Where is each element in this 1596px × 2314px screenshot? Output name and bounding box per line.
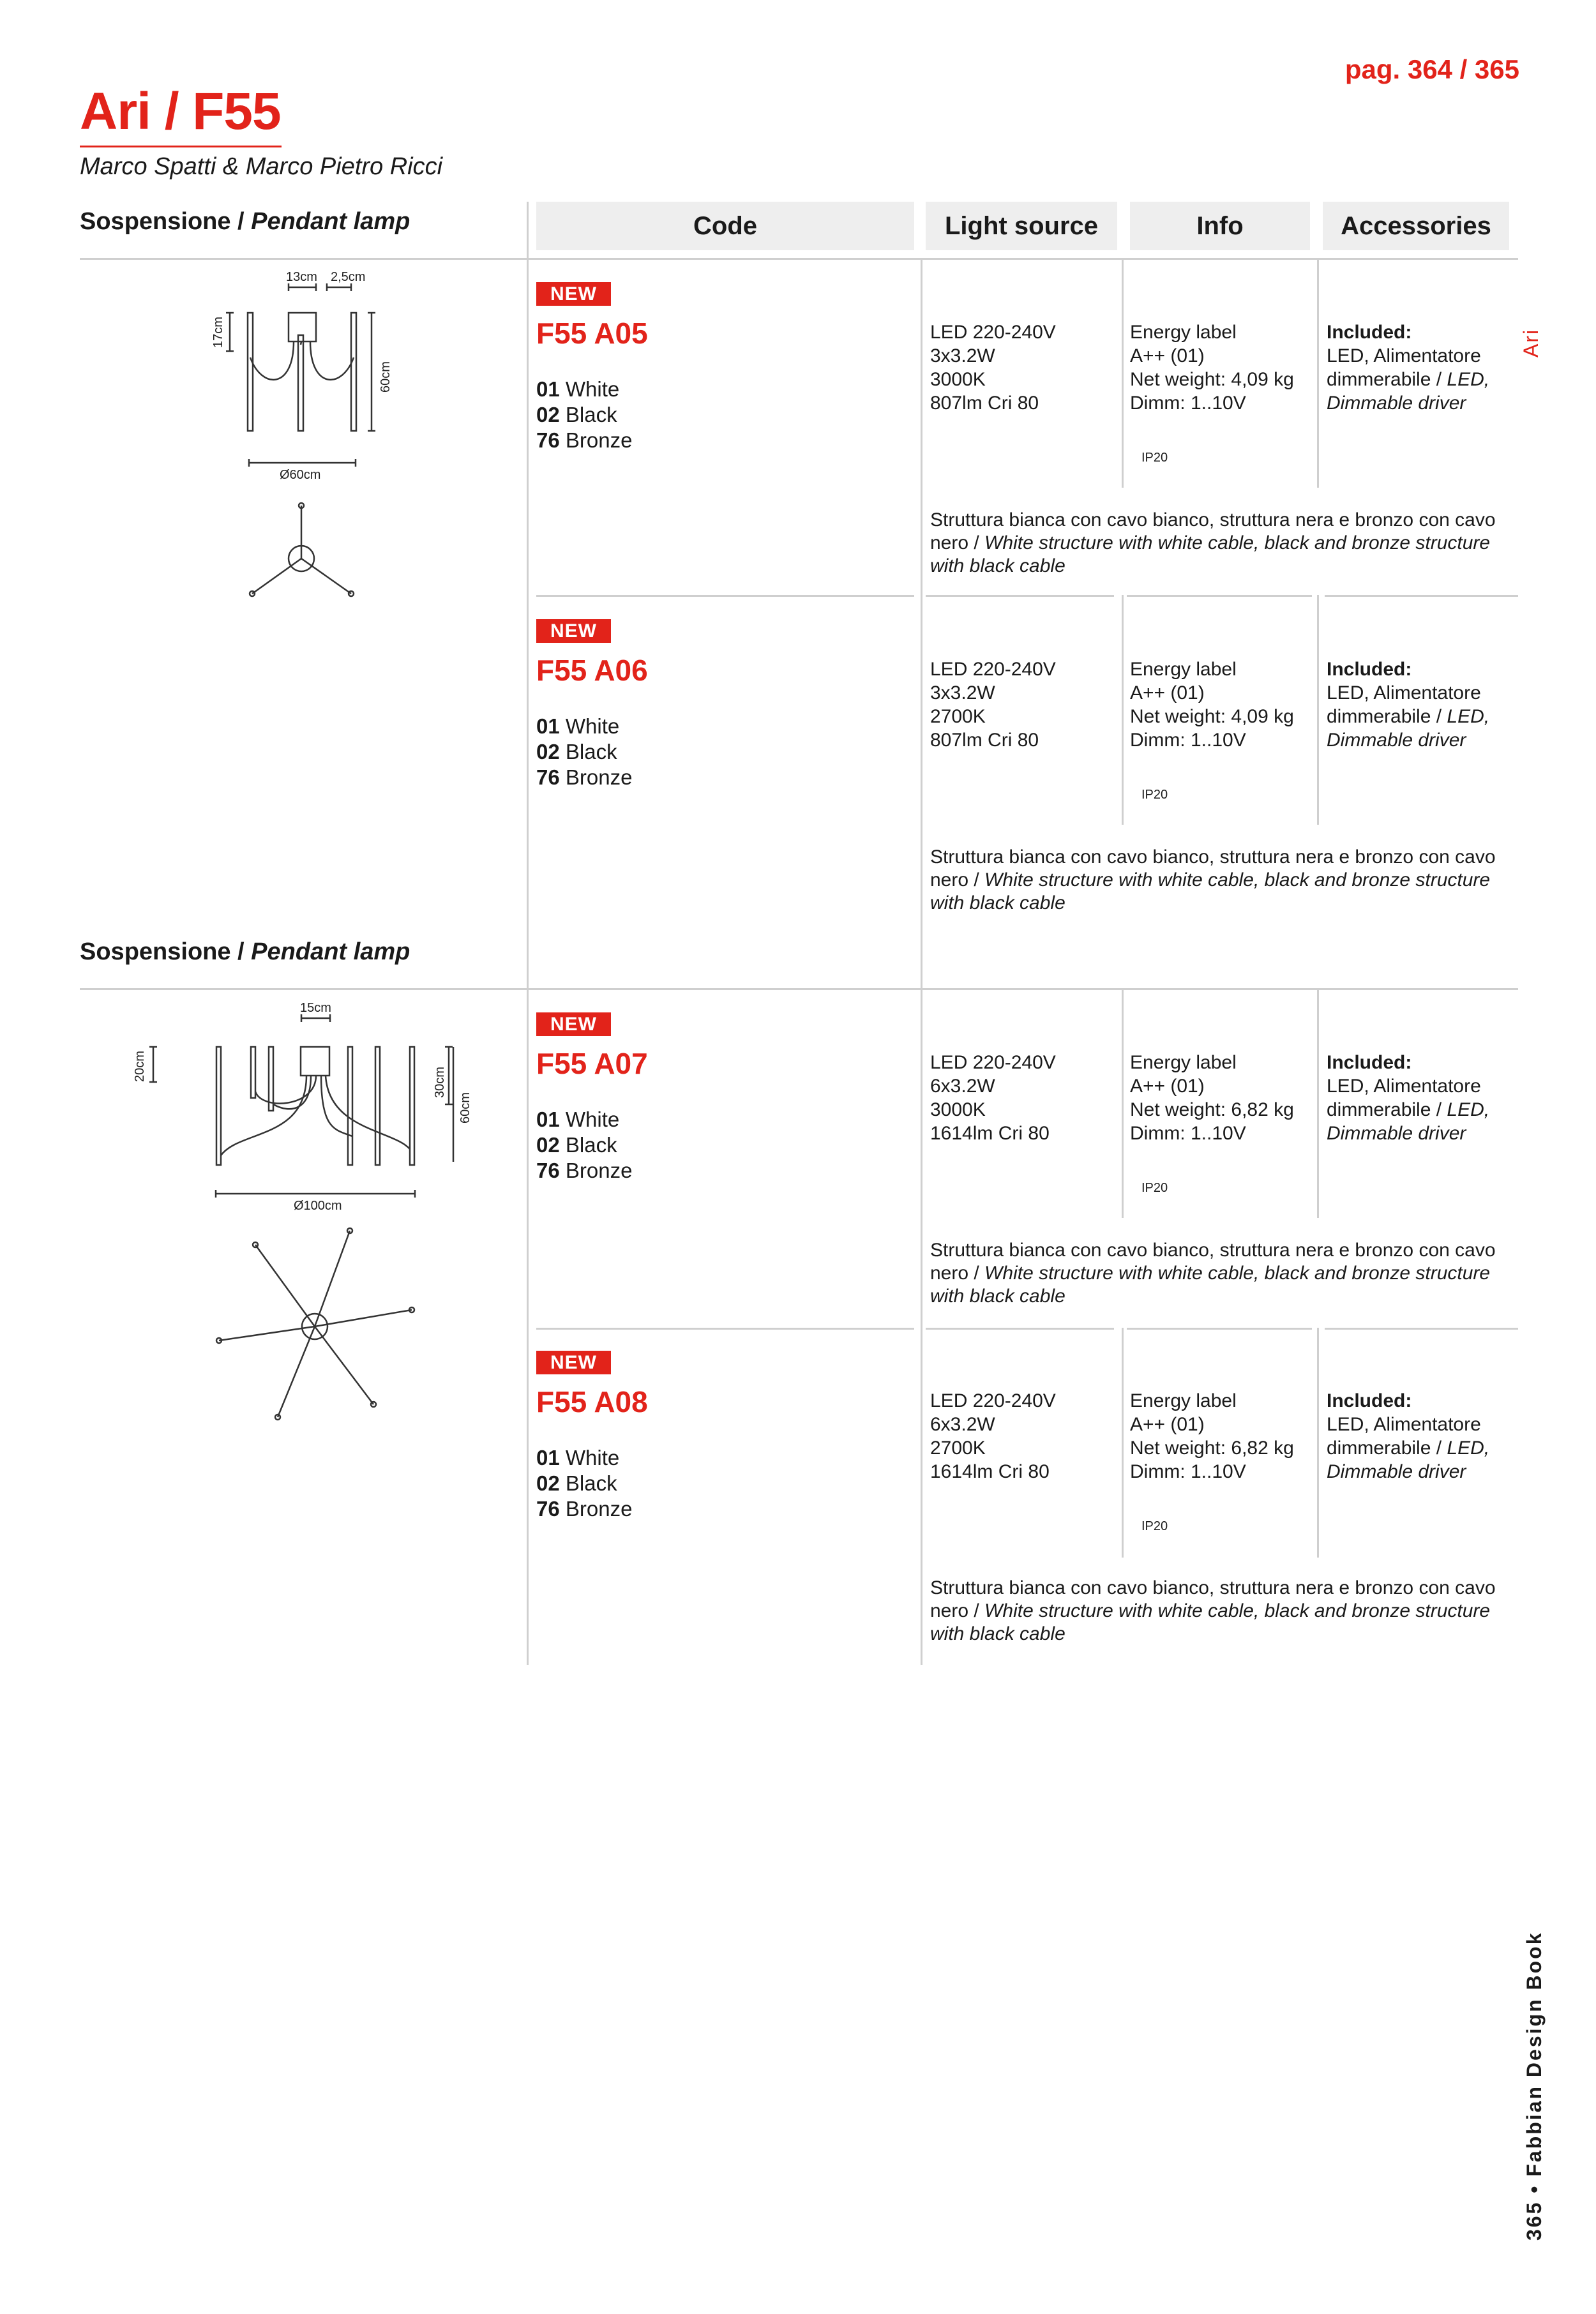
finish-item: 76 Bronze: [536, 428, 633, 452]
product-row: [536, 1352, 611, 1374]
accessories-cell: Included: LED, Alimentatore dimmerabile / LED, Dimmable driver: [1327, 1390, 1490, 1482]
finish-list: [536, 714, 632, 790]
finish-item: 02 Black: [536, 1471, 617, 1495]
col-div: [1317, 595, 1319, 825]
product-description: Struttura bianca con cavo bianco, struttura nera e bronzo con cavo nero / White structure with white cable, black and bronze structure with black cable: [930, 509, 1496, 576]
title-underline: [80, 146, 282, 147]
light-source-cell: LED 220-240V 3x3.2W 2700K 807lm Cri 80: [930, 659, 1056, 751]
product-code: F55 A07: [536, 1047, 648, 1080]
side-tab-label: Ari: [1519, 328, 1542, 357]
dim-label: Ø60cm: [280, 468, 321, 482]
new-badge: NEW: [536, 619, 611, 643]
column-divider-left: [527, 202, 529, 1025]
product-row: [536, 1014, 611, 1035]
header-divider: [80, 258, 1518, 260]
section-title-2: [80, 938, 410, 966]
accessories-cell: Included: LED, Alimentatore dimmerabile / LED, Dimmable driver: [1327, 659, 1490, 751]
finish-item: 01 White: [536, 377, 620, 401]
col-div: [1122, 1328, 1124, 1558]
ip-rating: IP20: [1141, 451, 1168, 465]
column-header-info: Info: [1130, 202, 1310, 250]
light-source-cell: LED 220-240V 3x3.2W 3000K 807lm Cri 80: [930, 322, 1056, 414]
col-div: [1317, 258, 1319, 488]
dim-label: Ø100cm: [294, 1199, 342, 1213]
row-divider: [1127, 1328, 1312, 1330]
finish-item: 01 White: [536, 1108, 620, 1131]
finish-list: [536, 377, 632, 453]
product-code: F55 A08: [536, 1385, 648, 1418]
accessories-cell: Included: LED, Alimentatore dimmerabile / LED, Dimmable driver: [1327, 1052, 1490, 1144]
column-divider-left-2: [527, 988, 529, 1665]
finish-item: 02 Black: [536, 740, 617, 763]
page-reference: pag. 364 / 365: [1344, 54, 1519, 84]
new-badge: NEW: [536, 1351, 611, 1374]
column-header-code: Code: [536, 202, 914, 250]
dim-label: 60cm: [458, 1092, 472, 1123]
dim-label: 20cm: [133, 1051, 147, 1082]
section-label-en: Pendant lamp: [251, 208, 410, 235]
finish-item: 01 White: [536, 714, 620, 738]
section-label-it: Sospensione /: [80, 938, 252, 965]
row-divider: [536, 595, 914, 597]
side-tab: [1519, 328, 1558, 396]
finish-item: 76 Bronze: [536, 1159, 633, 1182]
technical-drawing-3-light: [192, 268, 434, 613]
section-divider: [80, 988, 1518, 990]
finish-item: 76 Bronze: [536, 765, 633, 789]
row-divider: [536, 1328, 914, 1330]
info-cell: Energy label A++ (01) Net weight: 4,09 kg Dimm: 1..10V: [1130, 659, 1294, 751]
designer-name: Marco Spatti & Marco Pietro Ricci: [80, 153, 443, 180]
light-source-cell: LED 220-240V 6x3.2W 3000K 1614lm Cri 80: [930, 1052, 1056, 1144]
new-badge: NEW: [536, 1012, 611, 1036]
column-header-light-source: Light source: [926, 202, 1117, 250]
row-divider: [1325, 1328, 1518, 1330]
finish-item: 76 Bronze: [536, 1497, 633, 1521]
ip-rating: IP20: [1141, 788, 1168, 802]
product-row: [536, 283, 611, 305]
col-div: [1122, 988, 1124, 1218]
product-description: Struttura bianca con cavo bianco, struttura nera e bronzo con cavo nero / White structure with white cable, black and bronze structure with black cable: [930, 846, 1496, 913]
page-title: Ari / F55: [80, 82, 281, 140]
ip-rating: IP20: [1141, 1181, 1168, 1195]
product-description: Struttura bianca con cavo bianco, struttura nera e bronzo con cavo nero / White structure with white cable, black and bronze structure with black cable: [930, 1577, 1496, 1644]
row-divider: [926, 595, 1114, 597]
row-divider: [926, 1328, 1114, 1330]
dim-label: 30cm: [433, 1067, 447, 1098]
dim-label: 60cm: [379, 361, 393, 393]
col-div: [1317, 1328, 1319, 1558]
light-source-cell: LED 220-240V 6x3.2W 2700K 1614lm Cri 80: [930, 1390, 1056, 1482]
dim-label: 2,5cm: [331, 270, 366, 284]
section-label-it: Sospensione /: [80, 208, 252, 235]
footer-label: 365 • Fabbian Design Book: [1523, 1931, 1546, 2241]
info-cell: Energy label A++ (01) Net weight: 6,82 kg Dimm: 1..10V: [1130, 1390, 1294, 1482]
technical-drawing-6-light: [124, 1002, 495, 1424]
section-title-1: [80, 208, 410, 236]
row-divider: [1325, 595, 1518, 597]
dim-label: 15cm: [300, 1002, 331, 1015]
product-code: F55 A06: [536, 654, 648, 687]
section-label-en: Pendant lamp: [251, 938, 410, 965]
col-div: [1122, 258, 1124, 488]
info-cell: Energy label A++ (01) Net weight: 6,82 kg Dimm: 1..10V: [1130, 1052, 1294, 1144]
column-divider-mid-2: [921, 988, 922, 1665]
product-row: [536, 620, 611, 642]
accessories-cell: Included: LED, Alimentatore dimmerabile / LED, Dimmable driver: [1327, 322, 1490, 414]
finish-item: 01 White: [536, 1446, 620, 1469]
finish-list: [536, 1107, 632, 1183]
column-header-accessories: Accessories: [1323, 202, 1509, 250]
info-cell: Energy label A++ (01) Net weight: 4,09 kg Dimm: 1..10V: [1130, 322, 1294, 414]
product-description: Struttura bianca con cavo bianco, struttura nera e bronzo con cavo nero / White structure with white cable, black and bronze structure with black cable: [930, 1240, 1496, 1307]
row-divider: [1127, 595, 1312, 597]
finish-item: 02 Black: [536, 1133, 617, 1157]
dim-label: 17cm: [211, 317, 225, 348]
dim-label: 13cm: [286, 270, 317, 284]
ip-rating: IP20: [1141, 1519, 1168, 1533]
column-divider-mid: [921, 258, 922, 1025]
col-div: [1317, 988, 1319, 1218]
finish-item: 02 Black: [536, 403, 617, 426]
finish-list: [536, 1445, 632, 1522]
col-div: [1122, 595, 1124, 825]
product-code: F55 A05: [536, 317, 648, 350]
page-footer: [1523, 1931, 1561, 2279]
new-badge: NEW: [536, 282, 611, 306]
